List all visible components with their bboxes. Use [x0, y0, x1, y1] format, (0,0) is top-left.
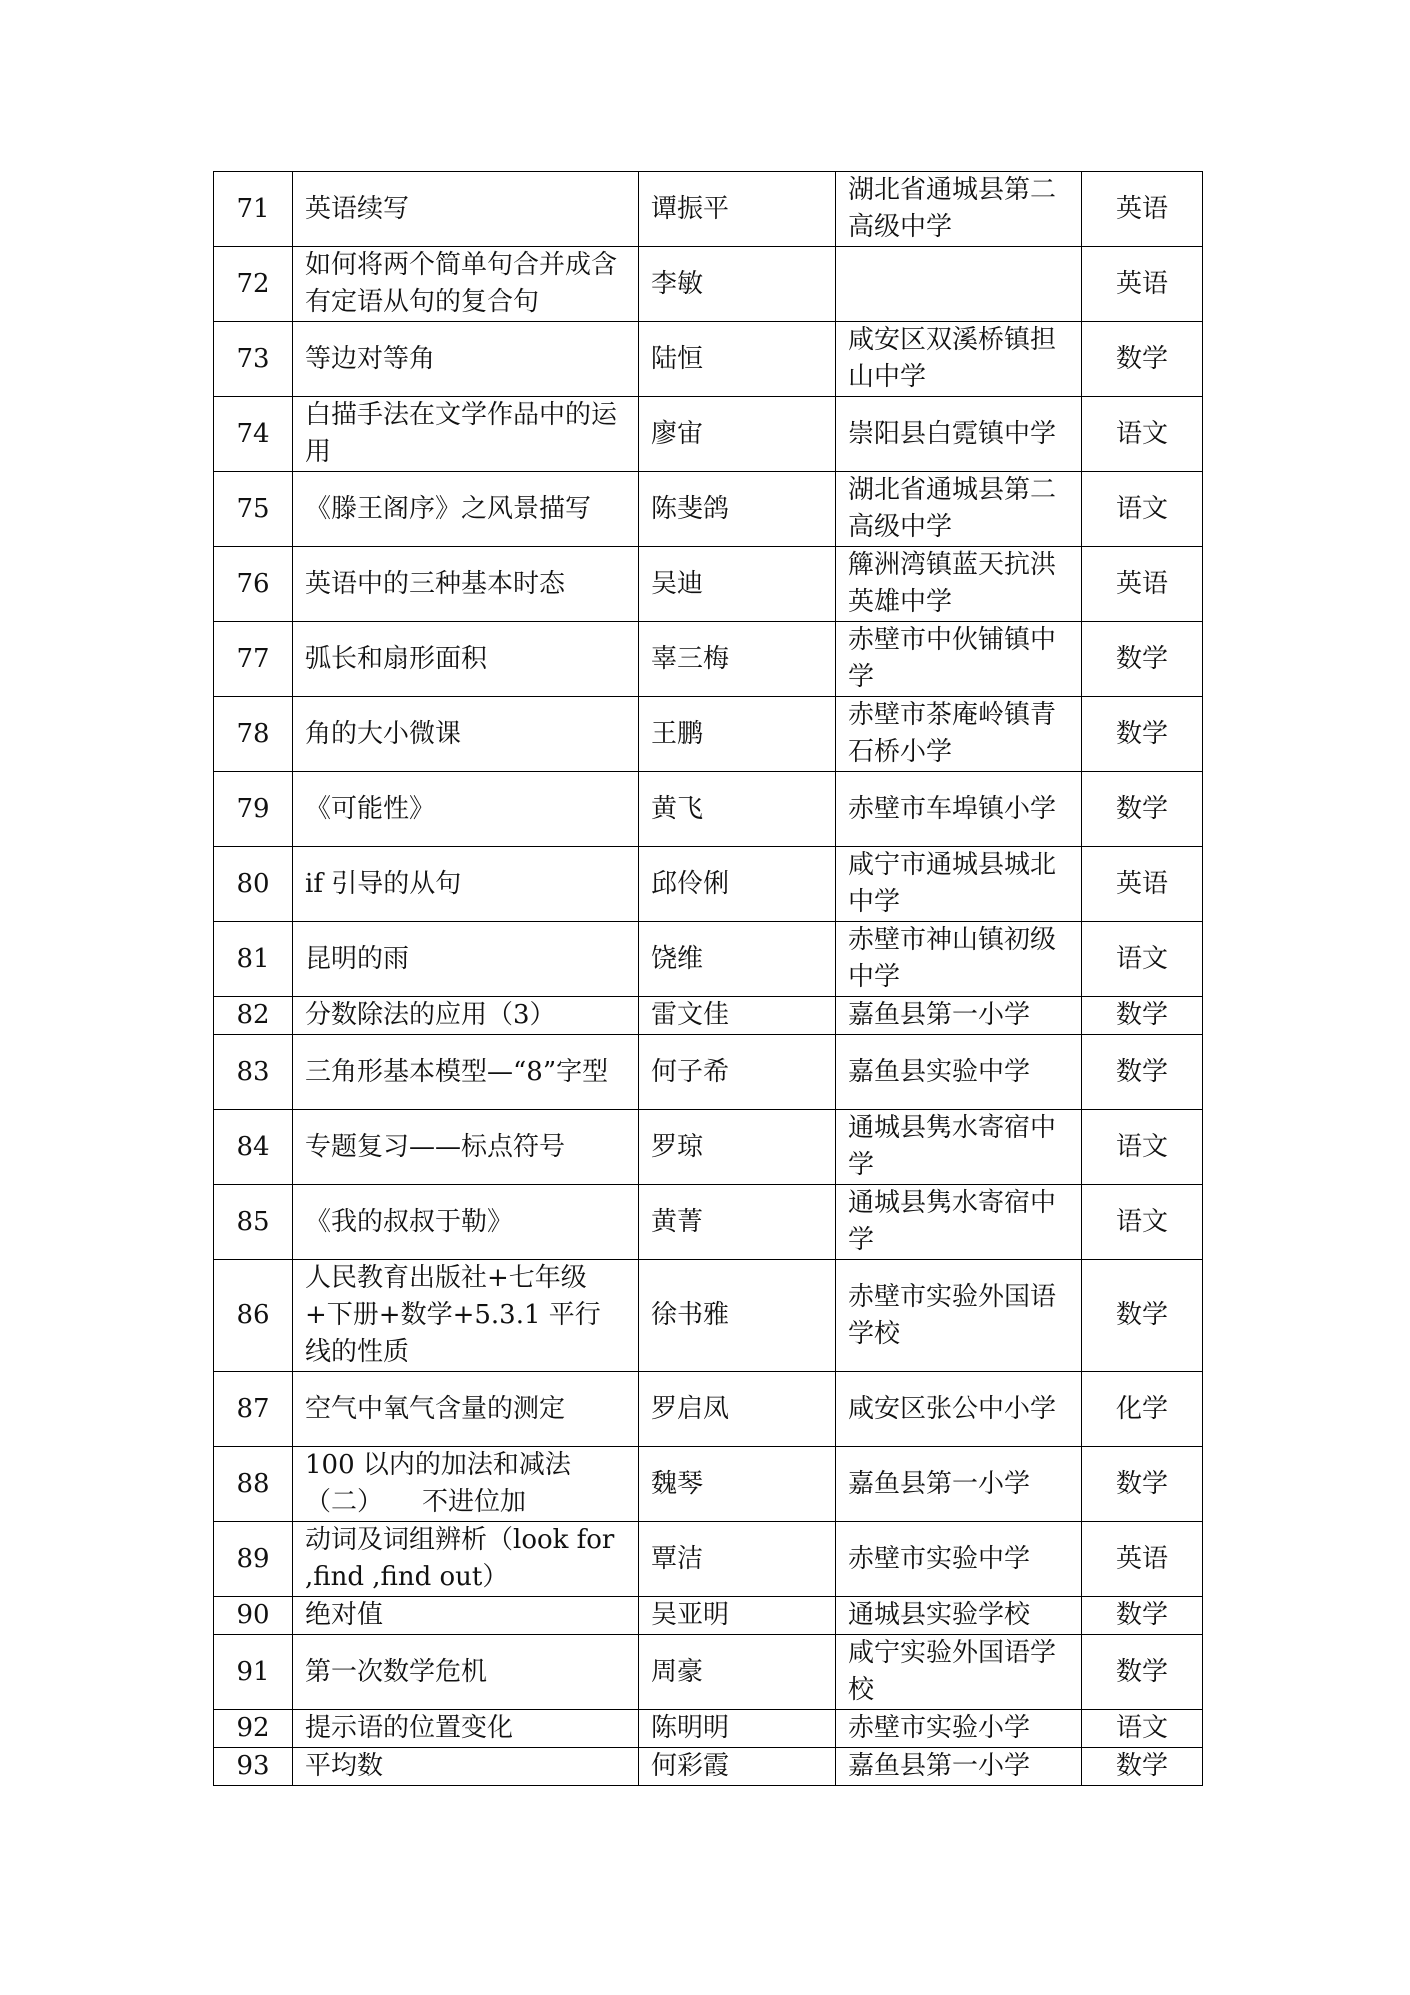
subject-cell: 数学	[1082, 1597, 1203, 1635]
course-table-body	[214, 172, 1203, 1786]
subject-cell: 英语	[1082, 247, 1203, 322]
course-title-cell: 如何将两个简单句合并成含有定语从句的复合句	[293, 247, 639, 322]
course-title-cell: if 引导的从句	[293, 847, 639, 922]
course-title-cell: 分数除法的应用（3）	[293, 997, 639, 1035]
teacher-name-cell: 雷文佳	[639, 997, 836, 1035]
course-title-cell: 动词及词组辨析（look for ,find ,find out）	[293, 1522, 639, 1597]
teacher-name-cell: 邱伶俐	[639, 847, 836, 922]
course-title-cell: 《可能性》	[293, 772, 639, 847]
teacher-name-cell: 饶维	[639, 922, 836, 997]
school-name-cell: 赤壁市实验小学	[836, 1710, 1082, 1748]
school-name-cell: 赤壁市实验外国语学校	[836, 1260, 1082, 1372]
row-number-cell: 72	[214, 247, 293, 322]
course-title-cell: 空气中氧气含量的测定	[293, 1372, 639, 1447]
school-name-cell: 嘉鱼县第一小学	[836, 997, 1082, 1035]
row-number-cell: 89	[214, 1522, 293, 1597]
table-row	[214, 1522, 1203, 1597]
school-name-cell: 簰洲湾镇蓝天抗洪英雄中学	[836, 547, 1082, 622]
row-number-cell: 80	[214, 847, 293, 922]
school-name-cell: 通城县隽水寄宿中学	[836, 1185, 1082, 1260]
subject-cell: 数学	[1082, 622, 1203, 697]
course-title-cell: 三角形基本模型—“8”字型	[293, 1035, 639, 1110]
table-row	[214, 847, 1203, 922]
table-row	[214, 1185, 1203, 1260]
course-title-cell: 英语中的三种基本时态	[293, 547, 639, 622]
subject-cell: 数学	[1082, 1035, 1203, 1110]
row-number-cell: 90	[214, 1597, 293, 1635]
row-number-cell: 75	[214, 472, 293, 547]
school-name-cell: 赤壁市中伙铺镇中学	[836, 622, 1082, 697]
teacher-name-cell: 吴亚明	[639, 1597, 836, 1635]
school-name-cell: 咸宁市通城县城北中学	[836, 847, 1082, 922]
teacher-name-cell: 谭振平	[639, 172, 836, 247]
row-number-cell: 74	[214, 397, 293, 472]
row-number-cell: 71	[214, 172, 293, 247]
course-title-cell: 弧长和扇形面积	[293, 622, 639, 697]
row-number-cell: 91	[214, 1635, 293, 1710]
school-name-cell: 湖北省通城县第二高级中学	[836, 472, 1082, 547]
table-row	[214, 697, 1203, 772]
row-number-cell: 87	[214, 1372, 293, 1447]
teacher-name-cell: 黄飞	[639, 772, 836, 847]
table-row	[214, 472, 1203, 547]
course-title-cell: 人民教育出版社+七年级+下册+数学+5.3.1 平行线的性质	[293, 1260, 639, 1372]
course-title-cell: 《滕王阁序》之风景描写	[293, 472, 639, 547]
teacher-name-cell: 何彩霞	[639, 1748, 836, 1786]
subject-cell: 语文	[1082, 1110, 1203, 1185]
subject-cell: 数学	[1082, 772, 1203, 847]
table-row	[214, 997, 1203, 1035]
table-row	[214, 622, 1203, 697]
school-name-cell: 咸安区张公中小学	[836, 1372, 1082, 1447]
teacher-name-cell: 王鹏	[639, 697, 836, 772]
school-name-cell: 崇阳县白霓镇中学	[836, 397, 1082, 472]
row-number-cell: 78	[214, 697, 293, 772]
table-row	[214, 1035, 1203, 1110]
course-title-cell: 平均数	[293, 1748, 639, 1786]
teacher-name-cell: 魏琴	[639, 1447, 836, 1522]
row-number-cell: 86	[214, 1260, 293, 1372]
row-number-cell: 76	[214, 547, 293, 622]
table-row	[214, 547, 1203, 622]
teacher-name-cell: 罗琼	[639, 1110, 836, 1185]
course-title-cell: 昆明的雨	[293, 922, 639, 997]
subject-cell: 数学	[1082, 1260, 1203, 1372]
table-row	[214, 1748, 1203, 1786]
subject-cell: 数学	[1082, 1635, 1203, 1710]
table-row	[214, 1260, 1203, 1372]
course-table	[213, 171, 1203, 1786]
course-title-cell: 提示语的位置变化	[293, 1710, 639, 1748]
subject-cell: 数学	[1082, 322, 1203, 397]
teacher-name-cell: 陆恒	[639, 322, 836, 397]
course-title-cell: 100 以内的加法和减法（二） 不进位加	[293, 1447, 639, 1522]
row-number-cell: 84	[214, 1110, 293, 1185]
teacher-name-cell: 何子希	[639, 1035, 836, 1110]
table-row	[214, 1447, 1203, 1522]
row-number-cell: 82	[214, 997, 293, 1035]
table-row	[214, 1597, 1203, 1635]
school-name-cell: 咸安区双溪桥镇担山中学	[836, 322, 1082, 397]
subject-cell: 语文	[1082, 1710, 1203, 1748]
school-name-cell: 赤壁市实验中学	[836, 1522, 1082, 1597]
school-name-cell: 赤壁市神山镇初级中学	[836, 922, 1082, 997]
school-name-cell: 嘉鱼县第一小学	[836, 1447, 1082, 1522]
table-row	[214, 1110, 1203, 1185]
row-number-cell: 77	[214, 622, 293, 697]
school-name-cell: 通城县隽水寄宿中学	[836, 1110, 1082, 1185]
row-number-cell: 83	[214, 1035, 293, 1110]
row-number-cell: 85	[214, 1185, 293, 1260]
teacher-name-cell: 陈斐鸽	[639, 472, 836, 547]
teacher-name-cell: 周豪	[639, 1635, 836, 1710]
school-name-cell: 嘉鱼县实验中学	[836, 1035, 1082, 1110]
school-name-cell: 咸宁实验外国语学校	[836, 1635, 1082, 1710]
table-row	[214, 322, 1203, 397]
subject-cell: 语文	[1082, 397, 1203, 472]
table-row	[214, 1635, 1203, 1710]
row-number-cell: 88	[214, 1447, 293, 1522]
teacher-name-cell: 陈明明	[639, 1710, 836, 1748]
subject-cell: 语文	[1082, 1185, 1203, 1260]
table-row	[214, 247, 1203, 322]
teacher-name-cell: 黄菁	[639, 1185, 836, 1260]
row-number-cell: 81	[214, 922, 293, 997]
subject-cell: 语文	[1082, 922, 1203, 997]
teacher-name-cell: 辜三梅	[639, 622, 836, 697]
school-name-cell: 赤壁市车埠镇小学	[836, 772, 1082, 847]
school-name-cell: 嘉鱼县第一小学	[836, 1748, 1082, 1786]
teacher-name-cell: 徐书雅	[639, 1260, 836, 1372]
course-title-cell: 《我的叔叔于勒》	[293, 1185, 639, 1260]
teacher-name-cell: 李敏	[639, 247, 836, 322]
subject-cell: 数学	[1082, 1748, 1203, 1786]
course-title-cell: 专题复习——标点符号	[293, 1110, 639, 1185]
table-row	[214, 1372, 1203, 1447]
table-row	[214, 172, 1203, 247]
subject-cell: 语文	[1082, 472, 1203, 547]
course-title-cell: 等边对等角	[293, 322, 639, 397]
table-row	[214, 1710, 1203, 1748]
row-number-cell: 79	[214, 772, 293, 847]
course-title-cell: 白描手法在文学作品中的运用	[293, 397, 639, 472]
teacher-name-cell: 廖宙	[639, 397, 836, 472]
school-name-cell	[836, 247, 1082, 322]
teacher-name-cell: 罗启凤	[639, 1372, 836, 1447]
row-number-cell: 73	[214, 322, 293, 397]
row-number-cell: 93	[214, 1748, 293, 1786]
school-name-cell: 湖北省通城县第二高级中学	[836, 172, 1082, 247]
subject-cell: 数学	[1082, 997, 1203, 1035]
course-title-cell: 英语续写	[293, 172, 639, 247]
course-title-cell: 角的大小微课	[293, 697, 639, 772]
school-name-cell: 赤壁市茶庵岭镇青石桥小学	[836, 697, 1082, 772]
table-row	[214, 922, 1203, 997]
subject-cell: 化学	[1082, 1372, 1203, 1447]
subject-cell: 英语	[1082, 847, 1203, 922]
course-title-cell: 绝对值	[293, 1597, 639, 1635]
table-row	[214, 397, 1203, 472]
course-title-cell: 第一次数学危机	[293, 1635, 639, 1710]
teacher-name-cell: 吴迪	[639, 547, 836, 622]
subject-cell: 英语	[1082, 547, 1203, 622]
table-row	[214, 772, 1203, 847]
row-number-cell: 92	[214, 1710, 293, 1748]
teacher-name-cell: 覃洁	[639, 1522, 836, 1597]
school-name-cell: 通城县实验学校	[836, 1597, 1082, 1635]
subject-cell: 英语	[1082, 1522, 1203, 1597]
subject-cell: 英语	[1082, 172, 1203, 247]
subject-cell: 数学	[1082, 1447, 1203, 1522]
subject-cell: 数学	[1082, 697, 1203, 772]
